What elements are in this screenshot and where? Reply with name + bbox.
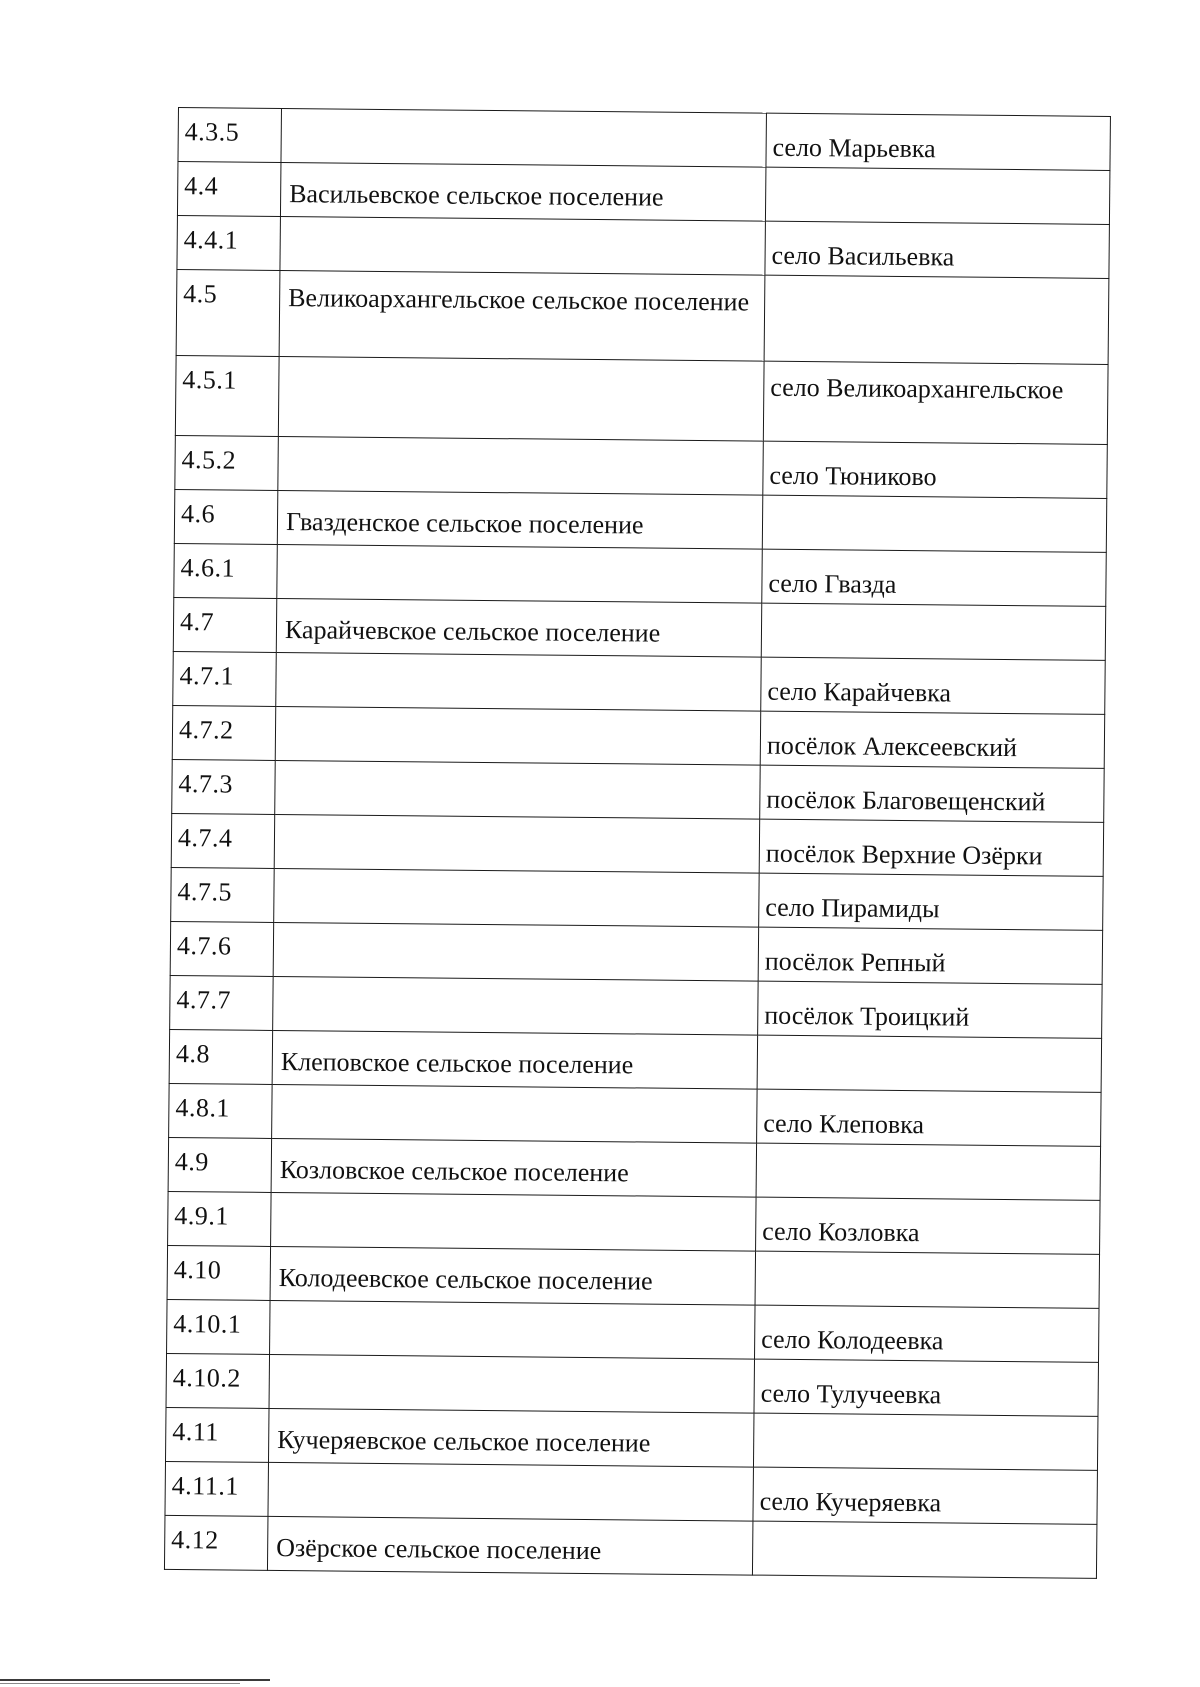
row-number: 4.6: [174, 489, 278, 544]
table-row: [169, 1029, 1101, 1092]
locality-name: посёлок Репный: [758, 927, 1103, 984]
table-row: [173, 597, 1105, 660]
table-row: [178, 108, 1110, 171]
row-number: 4.10.2: [166, 1353, 270, 1408]
locality-name: посёлок Верхние Озёрки: [759, 819, 1104, 876]
row-number: 4.11.1: [165, 1461, 269, 1516]
locality-name: село Козловка: [756, 1197, 1101, 1254]
settlement-name: Великоархангельское сельское поселение: [279, 270, 765, 361]
settlement-name: [273, 922, 758, 981]
locality-name: село Клеповка: [757, 1089, 1102, 1146]
settlement-name: Клеповское сельское поселение: [272, 1030, 757, 1089]
locality-name: посёлок Благовещенский: [760, 765, 1105, 822]
table-row: [174, 543, 1106, 606]
row-number: 4.7.3: [172, 759, 276, 814]
locality-name: посёлок Троицкий: [758, 981, 1103, 1038]
row-number: 4.6.1: [174, 543, 278, 598]
table-row: [171, 867, 1103, 930]
table-row: [165, 1461, 1097, 1524]
locality-name: [765, 167, 1110, 224]
settlement-name: [274, 814, 759, 873]
settlement-name: Гвазденское сельское поселение: [277, 490, 762, 549]
table-row: [168, 1191, 1100, 1254]
settlement-name: [273, 976, 758, 1035]
row-number: 4.7.2: [172, 705, 276, 760]
settlement-name: [281, 108, 766, 167]
locality-name: [755, 1251, 1100, 1308]
locality-name: посёлок Алексеевский: [760, 711, 1105, 768]
scan-edge-line: [0, 1679, 270, 1681]
locality-name: [762, 495, 1107, 552]
settlement-name: [271, 1192, 756, 1251]
settlements-table: [164, 107, 1111, 1579]
locality-name: село Марьевка: [766, 113, 1111, 170]
table-row: [175, 435, 1107, 498]
locality-name: [753, 1413, 1098, 1470]
locality-name: село Колодеевка: [755, 1305, 1100, 1362]
table-row: [174, 489, 1106, 552]
locality-name: [756, 1143, 1101, 1200]
settlement-name: [274, 868, 759, 927]
settlement-name: [268, 1462, 753, 1521]
row-number: 4.7.1: [173, 651, 277, 706]
row-number: 4.7.4: [171, 813, 275, 868]
settlement-name: [278, 436, 763, 495]
settlement-name: Колодеевское сельское поселение: [270, 1246, 755, 1305]
locality-name: [752, 1521, 1097, 1578]
locality-name: село Великоархангельское: [763, 361, 1108, 444]
row-number: 4.5.1: [175, 355, 279, 436]
row-number: 4.10: [167, 1245, 271, 1300]
settlement-name: [280, 216, 765, 275]
table-row: [164, 1515, 1096, 1578]
table-row: [177, 162, 1109, 225]
table-row: [177, 215, 1109, 278]
settlement-name: [276, 652, 761, 711]
table-row: [170, 975, 1102, 1038]
settlement-name: [272, 1084, 757, 1143]
table-row: [165, 1407, 1097, 1470]
settlement-name: [275, 760, 760, 819]
table-row: [171, 813, 1103, 876]
settlement-name: [278, 356, 764, 441]
settlement-name: Васильевское сельское поселение: [280, 162, 765, 221]
row-number: 4.7.6: [170, 921, 274, 976]
row-number: 4.10.1: [167, 1299, 271, 1354]
row-number: 4.7.5: [171, 867, 275, 922]
row-number: 4.5.2: [175, 435, 279, 490]
settlement-name: [270, 1300, 755, 1359]
locality-name: село Васильевка: [765, 221, 1110, 278]
locality-name: село Гвазда: [762, 549, 1107, 606]
settlement-name: [277, 544, 762, 603]
scan-edge-line: [0, 1683, 240, 1684]
table-row: [167, 1245, 1099, 1308]
row-number: 4.8: [169, 1029, 273, 1084]
row-number: 4.12: [164, 1515, 268, 1570]
locality-name: село Карайчевка: [761, 657, 1106, 714]
table-row: [167, 1299, 1099, 1362]
settlement-name: Козловское сельское поселение: [271, 1138, 756, 1197]
table-row: [166, 1353, 1098, 1416]
row-number: 4.4.1: [177, 215, 281, 270]
settlement-name: Кучеряевское сельское поселение: [268, 1408, 753, 1467]
row-number: 4.9.1: [168, 1191, 272, 1246]
table-row: [169, 1083, 1101, 1146]
row-number: 4.8.1: [169, 1083, 273, 1138]
row-number: 4.11: [165, 1407, 269, 1462]
table-row: [175, 355, 1108, 444]
settlement-name: [275, 706, 760, 765]
locality-name: село Кучеряевка: [753, 1467, 1098, 1524]
table-row: [168, 1137, 1100, 1200]
row-number: 4.9: [168, 1137, 272, 1192]
table-row: [172, 759, 1104, 822]
row-number: 4.3.5: [178, 108, 282, 163]
row-number: 4.7.7: [170, 975, 274, 1030]
locality-name: село Пирамиды: [759, 873, 1104, 930]
row-number: 4.7: [173, 597, 277, 652]
row-number: 4.5: [176, 269, 280, 356]
settlement-name: Озёрское сельское поселение: [267, 1516, 752, 1575]
table-row: [176, 269, 1109, 364]
table-row: [170, 921, 1102, 984]
row-number: 4.4: [177, 162, 281, 217]
locality-name: [764, 275, 1109, 364]
locality-name: село Тюниково: [763, 441, 1108, 498]
locality-name: [761, 603, 1106, 660]
settlement-name: Карайчевское сельское поселение: [276, 598, 761, 657]
settlement-name: [269, 1354, 754, 1413]
table-row: [173, 651, 1105, 714]
locality-name: село Тулучеевка: [754, 1359, 1099, 1416]
locality-name: [757, 1035, 1102, 1092]
table-row: [172, 705, 1104, 768]
